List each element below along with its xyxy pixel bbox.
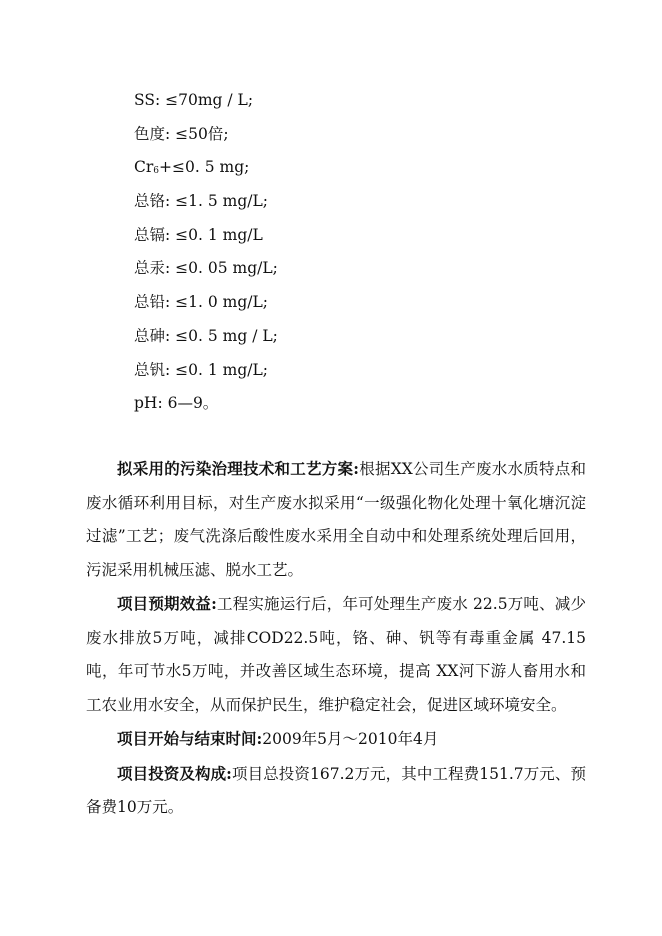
standard-total-vanadium: 总钒: ≤0. 1 mg/L;: [134, 360, 268, 379]
standard-cr6-value: +≤0. 5 mg;: [159, 158, 250, 177]
project-description: [86, 452, 586, 825]
standard-total-chromium: 总铬: ≤1. 5 mg/L;: [134, 192, 268, 211]
expected-benefit-text: 工程实施运行后，年可处理生产废水 22.5万吨、减少废水排放5万吨，减排COD22.5吨，铬、砷、钒等有毒重金属 47.15吨，年可节水5万吨，并改善区域生态环境，提高 XX河下游人畜用水和工农业用水安全，从而保护民生，维护稳定社会，促进区域环境安全。: [86, 595, 586, 714]
project-period-text: 2009年5月～2010年4月: [262, 730, 439, 748]
standard-ss: SS: ≤70mg / L;: [134, 91, 254, 109]
expected-benefit-label: 项目预期效益:: [117, 594, 217, 613]
standard-ph: pH: 6—9。: [134, 394, 219, 413]
paragraph-expected-benefit: [86, 587, 586, 722]
paragraph-project-period: [86, 722, 586, 757]
investment-text: 项目总投资167.2万元，其中工程费151.7万元、预备费10万元。: [86, 764, 586, 816]
project-period-label: 项目开始与结束时间:: [117, 729, 263, 748]
standard-cr6: [134, 153, 278, 187]
treatment-plan-label: 拟采用的污染治理技术和工艺方案:: [117, 459, 359, 478]
standard-total-arsenic: 总砷: ≤0. 5 mg / L;: [134, 326, 278, 345]
standard-color: 色度: ≤50倍;: [134, 124, 229, 143]
standard-cr6-subscript: 6: [153, 166, 160, 177]
standard-total-mercury: 总汞: ≤0. 05 mg/L;: [134, 259, 278, 278]
paragraph-treatment-plan: [86, 452, 586, 587]
standard-total-cadmium: 总镉: ≤0. 1 mg/L: [134, 225, 263, 244]
discharge-standards-list: [134, 86, 278, 423]
standard-cr6-prefix: Cr: [134, 158, 154, 177]
paragraph-investment: [86, 757, 586, 825]
treatment-plan-text: 根据XX公司生产废水水质特点和废水循环利用目标，对生产废水拟采用“一级强化物化处理十氧化塘沉淀过滤”工艺；废气洗涤后酸性废水采用全自动中和处理系统处理后回用，污泥采用机械压滤、脱水工艺。: [86, 460, 586, 579]
standard-total-lead: 总铅: ≤1. 0 mg/L;: [134, 293, 268, 312]
investment-label: 项目投资及构成:: [117, 763, 232, 783]
